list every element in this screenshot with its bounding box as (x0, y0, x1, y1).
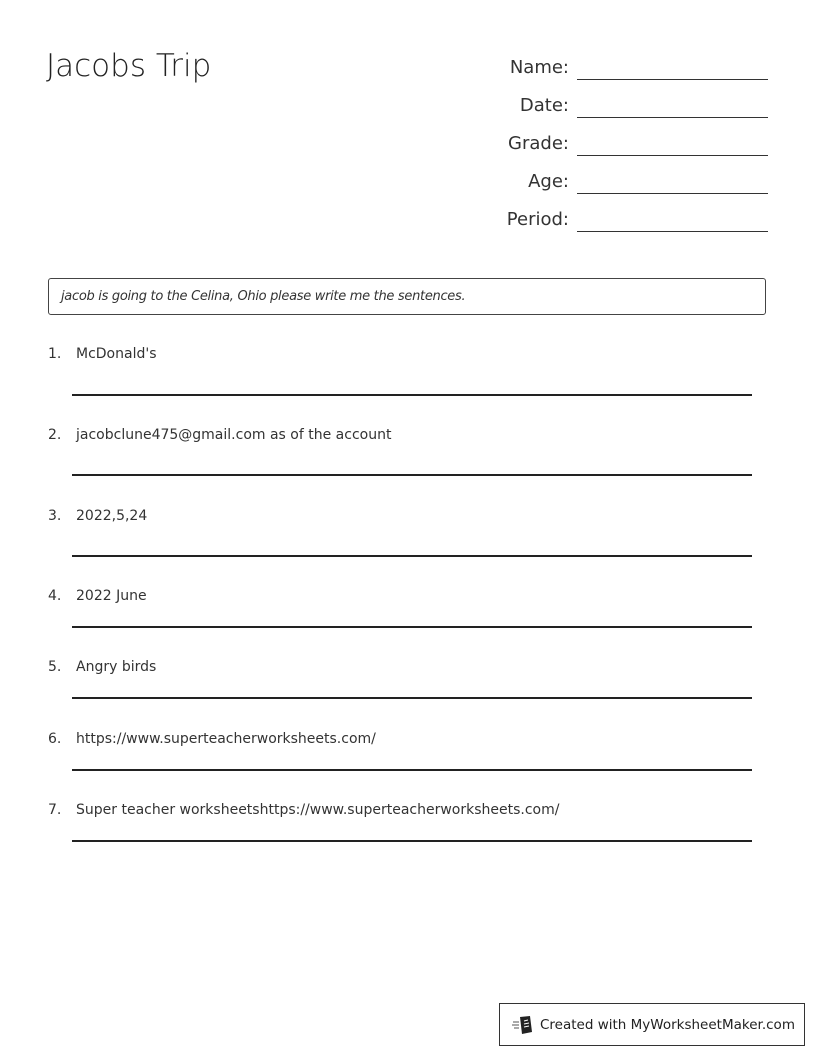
name-field[interactable] (440, 50, 768, 80)
answer-line (577, 193, 768, 194)
field-label: Period: (506, 209, 569, 230)
answer-line[interactable] (72, 394, 752, 396)
answer-line[interactable] (72, 555, 752, 557)
item-text: Angry birds (76, 659, 157, 675)
field-label: Grade: (508, 133, 569, 154)
period-field[interactable] (440, 202, 768, 232)
item-text: Super teacher worksheetshttps://www.superteacherworksheets.com/ (76, 802, 560, 818)
item-number: 2. (48, 427, 62, 443)
item-text: 2022 June (76, 588, 147, 604)
item-text: jacobclune475@gmail.com as of the account (76, 427, 392, 443)
answer-line (577, 155, 768, 156)
field-label: Date: (519, 95, 569, 116)
instructions-box (48, 278, 766, 315)
answer-line[interactable] (72, 626, 752, 628)
instructions-text: jacob is going to the Celina, Ohio please write me the sentences. (61, 289, 466, 304)
footer-text: Created with MyWorksheetMaker.com (540, 1016, 795, 1033)
worksheet-title: Jacobs Trip (46, 48, 212, 84)
answer-line (577, 231, 768, 232)
item-number: 4. (48, 588, 62, 604)
date-field[interactable] (440, 88, 768, 118)
field-label: Age: (528, 171, 569, 192)
answer-line[interactable] (72, 697, 752, 699)
answer-line (577, 117, 768, 118)
item-text: 2022,5,24 (76, 508, 148, 524)
item-number: 1. (48, 346, 62, 362)
item-number: 3. (48, 508, 62, 524)
item-number: 7. (48, 802, 62, 818)
age-field[interactable] (440, 164, 768, 194)
item-text: McDonald's (76, 346, 157, 362)
item-number: 6. (48, 731, 62, 747)
footer-badge[interactable] (499, 1003, 805, 1046)
answer-line (577, 79, 768, 80)
item-number: 5. (48, 659, 62, 675)
item-text: https://www.superteacherworksheets.com/ (76, 731, 376, 747)
worksheet-logo-icon (512, 1015, 534, 1035)
answer-line[interactable] (72, 769, 752, 771)
grade-field[interactable] (440, 126, 768, 156)
answer-line[interactable] (72, 840, 752, 842)
field-label: Name: (509, 57, 569, 78)
answer-line[interactable] (72, 474, 752, 476)
